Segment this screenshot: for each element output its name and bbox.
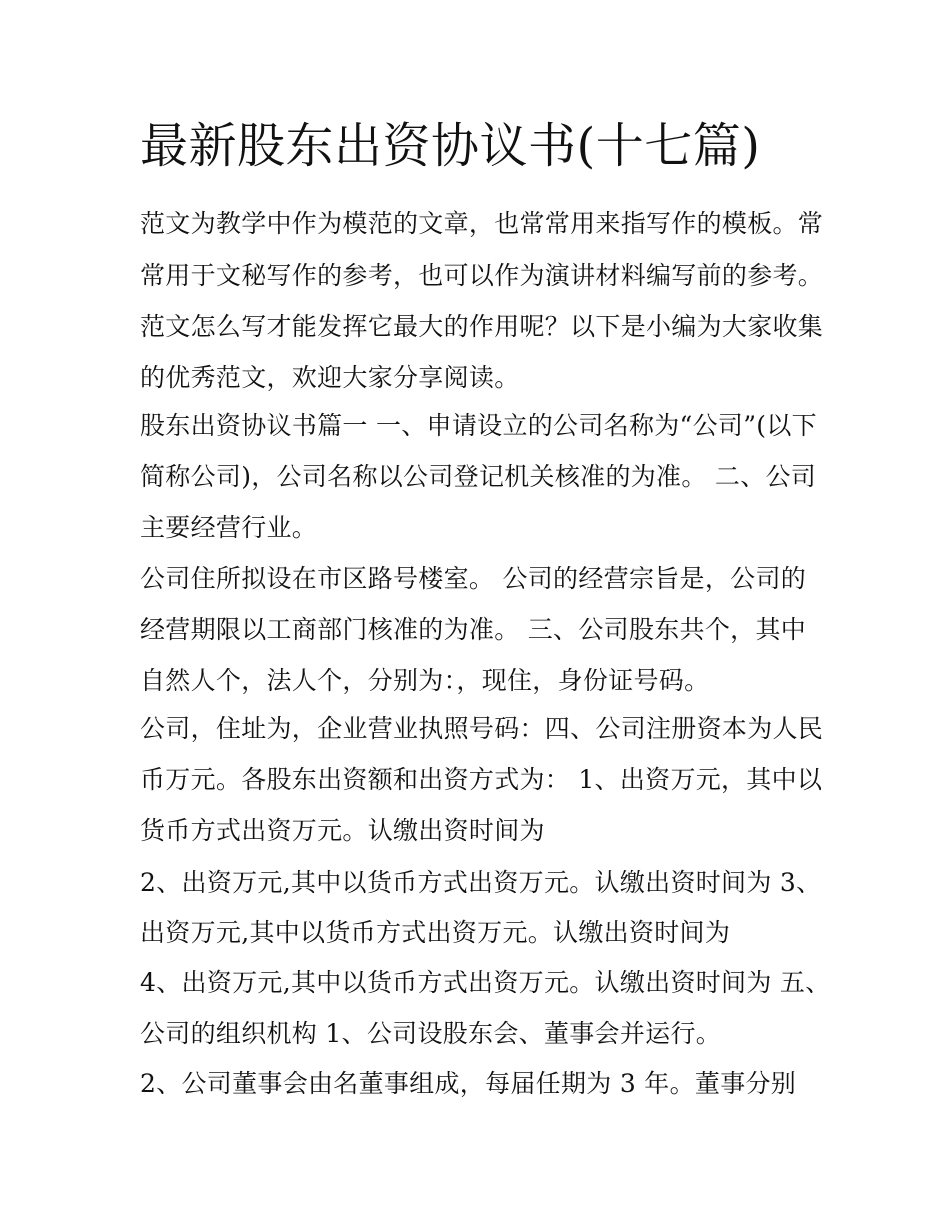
paragraph-line: 4、出资万元,其中以货币方式出资万元。认缴出资时间为 五、 xyxy=(140,968,831,997)
paragraph-line: 公司，住址为，企业营业执照号码：四、公司注册资本为人民 xyxy=(140,714,824,743)
paragraph-line: 2、公司董事会由名董事组成，每届任期为 3 年。董事分别 xyxy=(140,1069,797,1098)
paragraph-line: 2、出资万元,其中以货币方式出资万元。认缴出资时间为 3、 xyxy=(140,868,822,897)
paragraph-line: 常用于文秘写作的参考，也可以作为演讲材料编写前的参考。 xyxy=(140,261,824,290)
paragraph-line: 范文怎么写才能发挥它最大的作用呢？以下是小编为大家收集 xyxy=(140,312,824,341)
paragraph-line: 范文为教学中作为模范的文章，也常常用来指写作的模板。常 xyxy=(140,209,824,238)
paragraph-line: 货币方式出资万元。认缴出资时间为 xyxy=(140,816,545,845)
document-title: 最新股东出资协议书(十七篇) xyxy=(140,118,761,174)
paragraph-line: 出资万元,其中以货币方式出资万元。认缴出资时间为 xyxy=(140,918,731,947)
paragraph-line: 公司住所拟设在市区路号楼室。 公司的经营宗旨是，公司的 xyxy=(140,564,807,593)
paragraph-line: 经营期限以工商部门核准的为准。 三、公司股东共个，其中 xyxy=(140,615,807,644)
paragraph-line: 自然人个，法人个，分别为：，现住，身份证号码。 xyxy=(140,666,710,695)
paragraph-line: 公司的组织机构 1、公司设股东会、董事会并运行。 xyxy=(140,1019,722,1048)
paragraph-line: 币万元。各股东出资额和出资方式为： 1、出资万元，其中以 xyxy=(140,765,823,794)
paragraph-line: 简称公司)，公司名称以公司登记机关核准的为准。 二、公司 xyxy=(140,462,817,491)
paragraph-line: 股东出资协议书篇一 一、申请设立的公司名称为“公司”(以下 xyxy=(140,411,817,440)
paragraph-line: 主要经营行业。 xyxy=(140,513,318,542)
paragraph-line: 的优秀范文，欢迎大家分享阅读。 xyxy=(140,363,520,392)
